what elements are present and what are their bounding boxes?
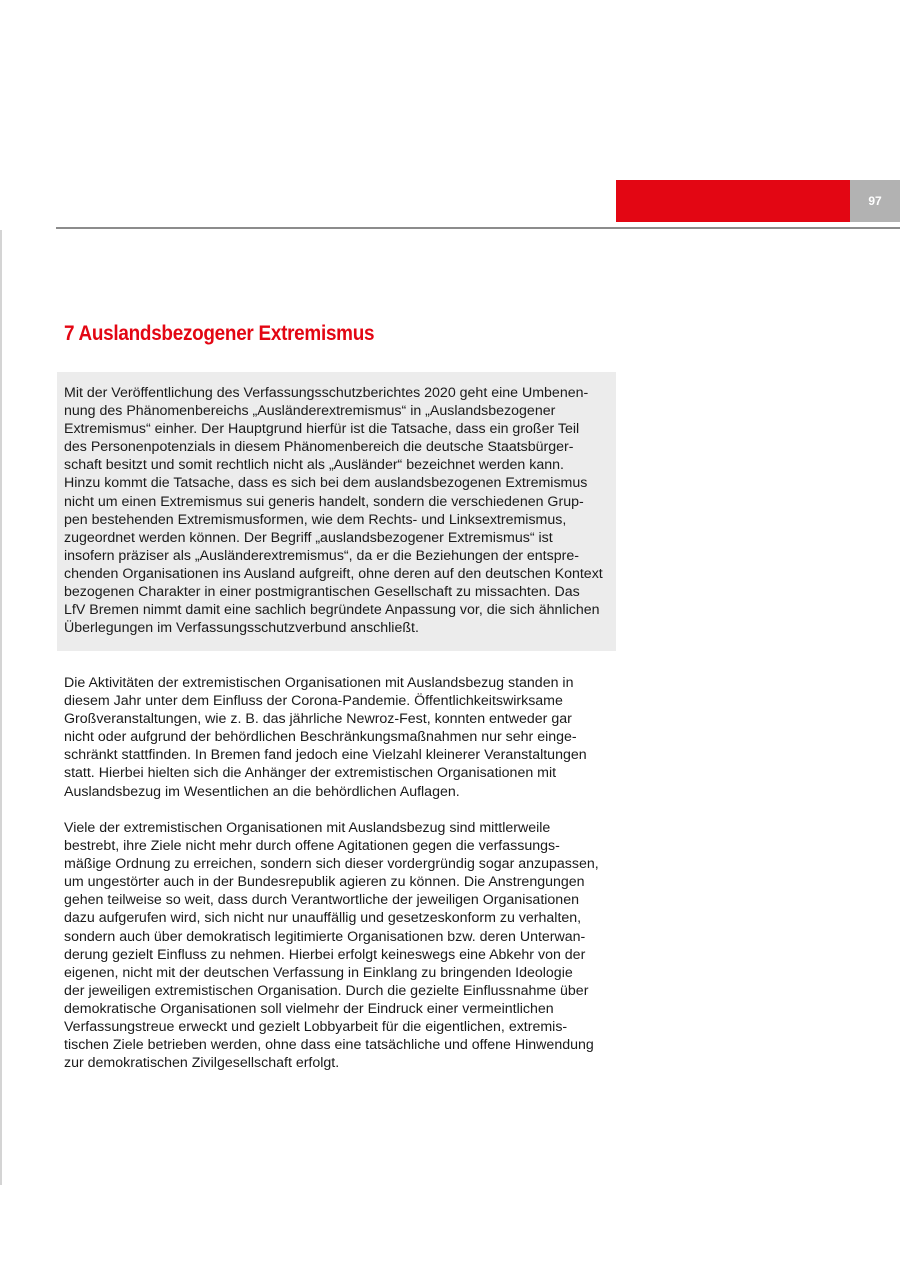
text-line: pen bestehenden Extremismusformen, wie dem Rechts- und Linksextremismus,	[64, 511, 567, 528]
text-line: Die Aktivitäten der extremistischen Organisationen mit Auslandsbezug standen in	[64, 675, 574, 691]
text-line: Viele der extremistischen Organisationen mit Auslandsbezug sind mittlerweile	[64, 820, 551, 836]
text-line: Verfassungstreue erweckt und gezielt Lobbyarbeit für die eigentlichen, extremis-	[64, 1019, 568, 1036]
page-number: 97	[850, 180, 900, 222]
text-line: chenden Organisationen ins Ausland aufgreift, ohne deren auf den deutschen Kontext	[64, 565, 603, 582]
text-line: Mit der Veröffentlichung des Verfassungsschutzberichtes 2020 geht eine Umbenen-	[64, 385, 589, 401]
intro-box	[57, 372, 616, 651]
text-line: schränkt stattfinden. In Bremen fand jedoch eine Vielzahl kleinerer Veranstaltungen	[64, 747, 587, 764]
text-line: derung gezielt Einfluss zu nehmen. Hierbei erfolgt keineswegs eine Abkehr von der	[64, 946, 586, 963]
text-line: mäßige Ordnung zu erreichen, sondern sich dieser vordergründig sogar anzupassen,	[64, 856, 599, 873]
text-line: statt. Hierbei hielten sich die Anhänger der extremistischen Organisationen mit	[64, 765, 557, 782]
text-line: demokratische Organisationen soll vielmehr der Eindruck einer vermeintlichen	[64, 1000, 554, 1017]
text-line: Überlegungen im Verfassungsschutzverbund anschließt.	[64, 620, 419, 637]
text-line: schaft besitzt und somit rechtlich nicht als „Ausländer“ bezeichnet werden kann.	[64, 457, 564, 474]
chapter-title: 7 Auslandsbezogener Extremismus	[64, 322, 375, 345]
text-line: zugeordnet werden können. Der Begriff „auslandsbezogener Extremismus“ ist	[64, 529, 553, 546]
text-line: der jeweiligen extremistischen Organisation. Durch die gezielte Einflussnahme über	[64, 982, 589, 999]
text-line: Großveranstaltungen, wie z. B. das jährliche Newroz-Fest, konnten entweder gar	[64, 711, 572, 728]
text-line: nicht oder aufgrund der behördlichen Beschränkungsmaßnahmen nur sehr einge-	[64, 729, 577, 746]
text-line: Auslandsbezug im Wesentlichen an die behördlichen Auflagen.	[64, 783, 460, 800]
body-paragraph	[64, 674, 624, 801]
header-accent-bar	[616, 180, 850, 222]
text-line: des Personenpotenzials in diesem Phänomenbereich die deutsche Staatsbürger-	[64, 439, 574, 456]
text-line: bezogenen Charakter in einer postmigrantischen Gesellschaft zu missachten. Das	[64, 584, 580, 601]
intro-text	[64, 384, 624, 637]
text-line: nung des Phänomenbereichs „Ausländerextremismus“ in „Auslandsbezogener	[64, 403, 556, 420]
text-line: Extremismus“ einher. Der Hauptgrund hierfür ist die Tatsache, dass ein großer Teil	[64, 421, 580, 438]
text-line: um ungestörter auch in der Bundesrepublik agieren zu können. Die Anstrengungen	[64, 874, 585, 891]
body-paragraph	[64, 819, 624, 1072]
text-line: dazu aufgerufen wird, sich nicht nur unauffällig und gesetzeskonform zu verhalten,	[64, 910, 582, 927]
text-line: eigenen, nicht mit der deutschen Verfassung in Einklang zu bringenden Ideologie	[64, 964, 573, 981]
text-line: nicht um einen Extremismus sui generis handelt, sondern die verschiedenen Grup-	[64, 493, 584, 510]
text-line: diesem Jahr unter dem Einfluss der Corona-Pandemie. Öffentlichkeitswirksame	[64, 693, 563, 710]
left-margin-line	[0, 230, 2, 1185]
text-line: bestrebt, ihre Ziele nicht mehr durch offene Agitationen gegen die verfassungs-	[64, 838, 560, 855]
text-line: LfV Bremen nimmt damit eine sachlich begründete Anpassung vor, die sich ähnlichen	[64, 602, 600, 619]
text-line: tischen Ziele betrieben werden, ohne dass eine tatsächliche und offene Hinwendung	[64, 1037, 594, 1054]
text-line: sondern auch über demokratisch legitimierte Organisationen bzw. deren Unterwan-	[64, 928, 586, 945]
text-line: gehen teilweise so weit, dass durch Verantwortliche der jeweiligen Organisationen	[64, 892, 579, 909]
text-line: zur demokratischen Zivilgesellschaft erfolgt.	[64, 1055, 340, 1072]
header-rule	[56, 227, 900, 229]
text-line: Hinzu kommt die Tatsache, dass es sich bei dem auslandsbezogenen Extremismus	[64, 475, 588, 492]
text-line: insofern präziser als „Ausländerextremismus“, da er die Beziehungen der entspre-	[64, 547, 579, 564]
